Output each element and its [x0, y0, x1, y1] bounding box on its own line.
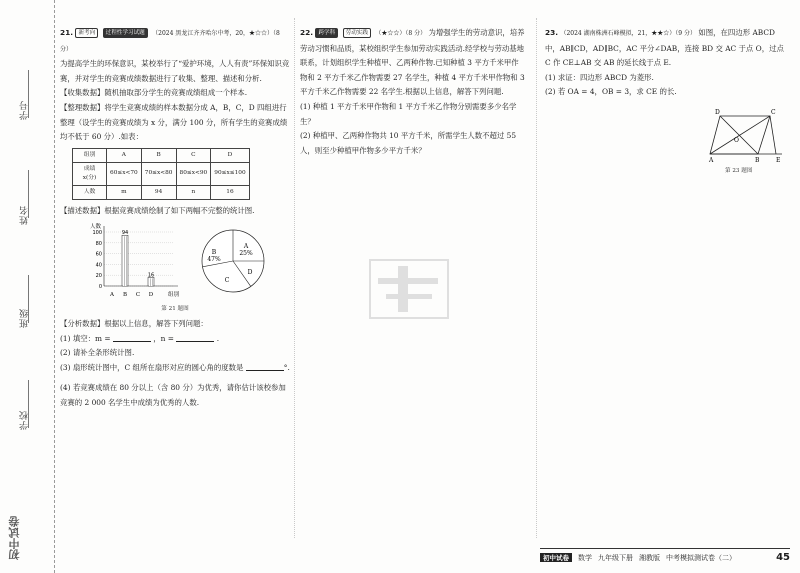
figure-21 — [60, 222, 290, 300]
table-cell: 80≤x<90 — [176, 162, 211, 185]
margin-label-school: 学校 — [20, 410, 30, 430]
subquestion-1: (1) 填空：m = — [60, 333, 111, 343]
footer-brand: 初中试卷 — [540, 553, 572, 562]
margin-label-student-id: 学号 — [20, 100, 30, 120]
subquestion-3: (3) 扇形统计图中，C 组所在扇形对应的圆心角的度数是 — [60, 362, 244, 372]
table-cell: m — [107, 185, 142, 199]
table-cell: 组别 — [73, 148, 107, 162]
data-label: 16 — [147, 272, 155, 279]
brand-logo: 初中试卷 — [8, 516, 21, 560]
question-number: 22. — [300, 28, 314, 37]
subquestion-1-end: . — [216, 333, 220, 343]
describe-data-text: 【描述数据】根据竞赛成绩绘制了如下两幅不完整的统计图. — [60, 205, 255, 215]
pie-slice-percent: 47% — [207, 256, 221, 264]
question-23 — [545, 26, 790, 179]
analyze-data-text: 【分析数据】根据以上信息，解答下列问题： — [60, 318, 208, 328]
table-cell: A — [107, 148, 142, 162]
table-cell: 人数 — [73, 185, 107, 199]
table-cell: 70≤x<80 — [141, 162, 176, 185]
question-number: 23. — [545, 28, 559, 37]
table-cell: D — [211, 148, 249, 162]
page-footer — [540, 548, 790, 566]
question-source: （2024 湖南株洲石峰模拟，21，★★☆）（9 分） — [560, 30, 696, 37]
score-table — [72, 148, 250, 200]
y-tick-label: 40 — [95, 262, 102, 269]
footer-edition: 湘教版 — [639, 553, 660, 562]
figure-caption: 第 21 题图 — [161, 306, 189, 313]
x-tick-label: D — [148, 292, 154, 299]
margin-label-class: 班级 — [20, 308, 30, 328]
footer-subject: 数学 — [578, 553, 592, 562]
question-source: （★☆☆）（8 分） — [375, 30, 427, 37]
binding-margin — [0, 0, 55, 573]
subquestion-3-end: °. — [283, 362, 290, 372]
table-cell: B — [141, 148, 176, 162]
column-divider — [294, 18, 295, 538]
y-tick-label: 80 — [95, 241, 102, 248]
point-label: D — [715, 108, 720, 116]
point-label: O — [734, 136, 739, 144]
margin-label-name: 姓名 — [20, 205, 30, 225]
pie-slice-label: B — [211, 249, 217, 257]
footer-grade: 九年级下册 — [598, 553, 633, 562]
table-cell: C — [176, 148, 211, 162]
organize-data-text: 【整理数据】将学生竞赛成绩的样本数据分成 A，B，C，D 四组进行整理（设学生的竞赛成绩为 x 分，满分 100 分，所有学生的竞赛成绩均不低于 60 分）.如表： — [60, 102, 288, 142]
question-22 — [300, 26, 525, 158]
pie-slice-label: A — [243, 243, 249, 251]
y-tick-label: 100 — [92, 230, 102, 237]
question-intro: 为提高学生的环保意识，某校举行了“爱护环境，人人有责”环保知识竞赛，并对学生的竞赛成绩数据进行了收集、整理、描述和分析. — [60, 59, 290, 83]
point-label: B — [755, 156, 760, 164]
watermark-stamp — [368, 258, 450, 320]
y-tick-label: 0 — [98, 284, 102, 291]
table-cell: 94 — [141, 185, 176, 199]
question-source: （2024 黑龙江齐齐哈尔中考，20，★☆☆）（8 分） — [60, 30, 280, 53]
table-row — [73, 148, 250, 162]
table-cell: 成绩 x(分) — [73, 162, 107, 185]
x-axis-label: 组别 — [168, 292, 180, 299]
x-tick-label: C — [135, 292, 141, 299]
figure-caption: 第 23 题图 — [725, 167, 753, 174]
answer-blank-m[interactable] — [113, 334, 151, 342]
question-number: 21. — [60, 28, 74, 37]
pie-chart — [198, 226, 268, 296]
pie-slice-percent: 25% — [239, 250, 253, 258]
table-cell: 90≤x≤100 — [211, 162, 249, 185]
footer-series: 中考模拟测试卷（二） — [666, 553, 736, 562]
y-axis-label: 人数 — [90, 224, 102, 231]
subquestion-2: (2) 种植甲、乙两种作物共 10 平方千米，所需学生人数不超过 55 人，则至少种植甲作物多少平方千米？ — [300, 131, 517, 155]
x-tick-label: A — [110, 292, 114, 299]
table-cell: 16 — [211, 185, 249, 199]
question-intro: 为增强学生的劳动意识，培养劳动习惯和品质，某校组织学生参加劳动实践活动.经学校与劳动基地联系，计划组织学生种植甲、乙两种作物.已知种植 3 平方千米甲作物和 2 平方千米乙作物需要 27 名学生，种植 4 平方千米甲作物和 3 平方千米乙作物需要 22 名学生.根据以上信息，解答下列问题. — [300, 28, 525, 97]
pie-slice-label: D — [247, 269, 253, 277]
geometry-figure-23 — [710, 106, 800, 164]
table-cell: n — [176, 185, 211, 199]
answer-blank-angle[interactable] — [246, 363, 284, 371]
bar-chart — [82, 222, 192, 300]
y-tick-label: 20 — [95, 273, 102, 280]
table-cell: 60≤x<70 — [107, 162, 142, 185]
data-label: 94 — [121, 230, 129, 237]
subquestion-4: (4) 若竞赛成绩在 80 分以上（含 80 分）为优秀，请你估计该校参加竞赛的 2 000 名学生中成绩为优秀的人数. — [60, 383, 286, 407]
tag-new-direction: 新考向 — [75, 28, 98, 38]
page-number: 45 — [776, 552, 790, 563]
question-intro: 如图，在四边形 ABCD 中，AB∥CD，AD∥BC，AC 平分∠DAB，连接 BD 交 AC 于点 O，过点 C 作 CE⊥AB 交 AB 的延长线于点 E. — [545, 28, 784, 68]
point-label: A — [709, 156, 714, 164]
y-tick-label: 60 — [95, 251, 102, 258]
subquestion-2: (2) 若 OA = 4，OB = 3，求 CE 的长. — [545, 87, 677, 97]
bar-hatch — [149, 279, 153, 287]
subquestion-1: (1) 种植 1 平方千米甲作物和 1 平方千米乙作物分别需要多少名学生？ — [300, 101, 517, 126]
tag-interdisciplinary: 跨学科 — [315, 28, 338, 38]
tag-process-learning: 过程性学习试题 — [103, 28, 148, 38]
answer-blank-n[interactable] — [176, 334, 214, 342]
table-row — [73, 162, 250, 185]
point-label: C — [771, 108, 776, 116]
bar-hatch — [123, 237, 127, 287]
question-21 — [60, 26, 290, 411]
column-divider — [536, 18, 537, 538]
subquestion-1-n: ，n = — [153, 333, 174, 343]
x-tick-label: B — [122, 292, 128, 299]
collect-data-text: 【收集数据】随机抽取部分学生的竞赛成绩组成一个样本. — [60, 88, 248, 98]
tag-labor-practice: 劳动实践 — [343, 28, 371, 38]
subquestion-2: (2) 请补全条形统计图. — [60, 348, 135, 358]
pie-slice-label: C — [224, 277, 230, 285]
subquestion-1: (1) 求证：四边形 ABCD 为菱形. — [545, 72, 654, 82]
point-label: E — [776, 156, 781, 164]
table-row — [73, 185, 250, 199]
